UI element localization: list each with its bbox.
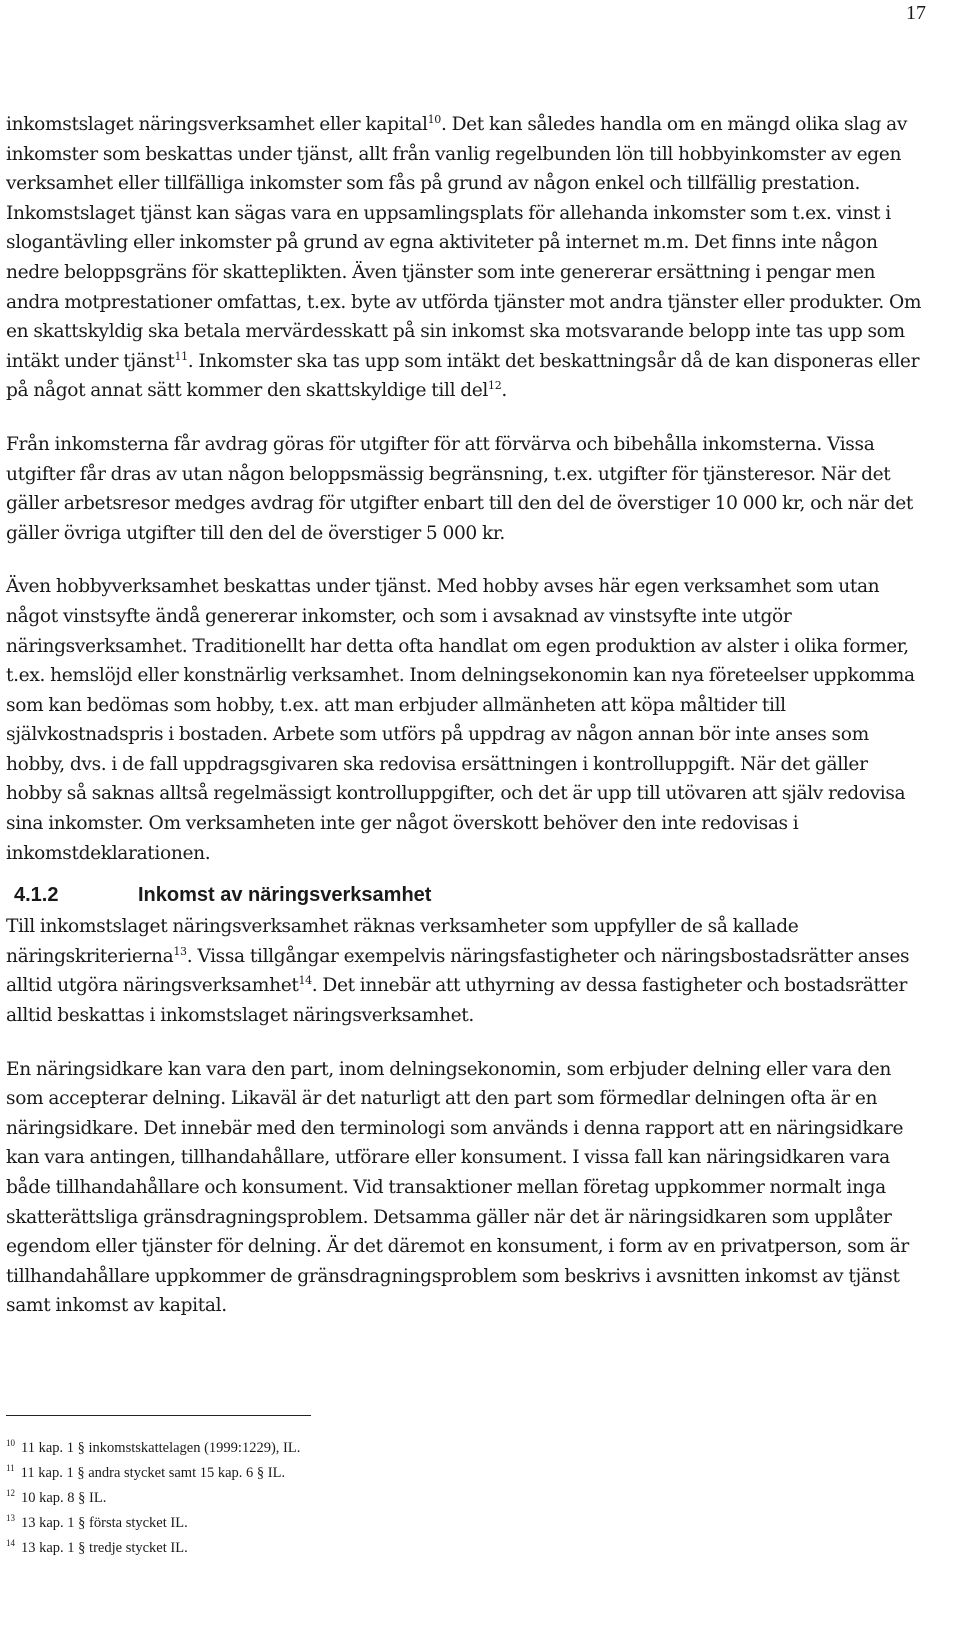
page-number: 17 — [906, 2, 926, 24]
paragraph-business-income — [6, 912, 926, 1030]
footnote-13 — [6, 1511, 926, 1536]
section-heading — [14, 882, 926, 908]
footnote-number: 12 — [6, 1488, 15, 1499]
text-run: . Det innebär att uthyrning av dessa fastigheter och bostadsrätter alltid beskattas i inkomstslaget näringsverksamhet. — [6, 975, 907, 1027]
footnote-separator — [6, 1415, 311, 1416]
footnote-ref-10[interactable]: 10 — [427, 112, 441, 126]
footnote-14 — [6, 1536, 926, 1561]
section-title: Inkomst av näringsverksamhet — [138, 884, 432, 907]
footnote-text: 11 kap. 1 § andra stycket samt 15 kap. 6 § IL. — [20, 1465, 286, 1481]
footnote-11 — [6, 1461, 926, 1486]
footnote-ref-12[interactable]: 12 — [488, 379, 502, 393]
paragraph-hobby: Även hobbyverksamhet beskattas under tjänst. Med hobby avses här egen verksamhet som utan något vinstsyfte ändå genererar inkomster, och som i avsaknad av vinstsyfte inte utgör näringsverksamhet. Traditionellt har detta ofta handlat om egen produktion av alster i olika former, t.ex. hemslöjd eller konstnärlig verksamhet. Inom delningsekonomin kan nya företeelser uppkomma som kan bedömas som hobby, t.ex. att man erbjuder allmänheten att köpa måltider till självkostnadspris i bostaden. Arbete som utförs på uppdrag av någon annan bör inte anses som hobby, dvs. i de fall uppdragsgivaren ska redovisa ersättningen i kontrolluppgift. När det gäller hobby så saknas alltså regelmässigt kontrolluppgifter, och det är upp till utövaren att själv redovisa sina inkomster. Om verksamheten inte ger något överskott behöver den inte redovisas i inkomstdeklarationen. — [6, 576, 915, 864]
footnote-10 — [6, 1436, 926, 1461]
text-run: . Vissa tillgångar exempelvis näringsfastigheter och näringsbostadsrätter anses alltid utgöra näringsverksamhet — [6, 945, 910, 997]
text-run: . Det kan således handla om en mängd olika slag av inkomster som beskattas under tjänst, allt från vanlig regelbunden lön till hobbyinkomster av egen verksamhet eller tillfälliga inkomster som fås på grund av någon enkel och tillfällig prestation. Inkomstslaget tjänst kan sägas vara en uppsamlingsplats för allehanda inkomster som t.ex. vinst i slogantävling eller inkomster på grund av egna aktiviteter på internet m.m. Det finns inte någon nedre beloppsgräns för skatteplikten. Även tjänster som inte genererar ersättning i pengar men andra motprestationer omfattas, t.ex. byte av utförda tjänster mot andra tjänster eller produkter. Om en skattskyldig ska betala mervärdesskatt på sin inkomst ska motsvarande belopp inte tas upp som intäkt under tjänst — [6, 114, 922, 372]
footnotes — [6, 1415, 926, 1561]
paragraph-income-of-employment — [6, 110, 926, 406]
text-run: inkomstslaget näringsverksamhet eller kapital — [6, 114, 428, 135]
section-number: 4.1.2 — [14, 884, 59, 907]
footnote-text: 13 kap. 1 § första stycket IL. — [21, 1515, 188, 1531]
footnote-text: 11 kap. 1 § inkomstskattelagen (1999:1229), IL. — [21, 1440, 301, 1456]
text-run: . Inkomster ska tas upp som intäkt det beskattningsår då de kan disponeras eller på något annat sätt kommer den skattskyldige till del — [6, 350, 920, 402]
text-run: Till inkomstslaget näringsverksamhet räknas verksamheter som uppfyller de så kallade näringskriterierna — [6, 916, 799, 967]
footnote-number: 14 — [6, 1538, 15, 1549]
footnote-text: 13 kap. 1 § tredje stycket IL. — [21, 1540, 188, 1556]
footnote-number: 11 — [6, 1463, 15, 1474]
footnote-ref-13[interactable]: 13 — [173, 944, 187, 958]
document-body — [6, 110, 926, 1321]
footnote-number: 10 — [6, 1438, 15, 1449]
footnote-ref-14[interactable]: 14 — [298, 974, 312, 988]
footnote-text: 10 kap. 8 § IL. — [21, 1490, 107, 1506]
footnote-number: 13 — [6, 1513, 15, 1524]
text-run: . — [501, 380, 507, 402]
footnote-12 — [6, 1486, 926, 1511]
footnote-ref-11[interactable]: 11 — [174, 349, 188, 363]
paragraph-business-operator: En näringsidkare kan vara den part, inom delningsekonomin, som erbjuder delning eller vara den som accepterar delning. Likaväl är det naturligt att den part som förmedlar delningen ofta är en näringsidkare. Det innebär med den terminologi som används i denna rapport att en näringsidkare kan vara antingen, tillhandahållare, utförare eller konsument. I vissa fall kan näringsidkaren vara både tillhandahållare och konsument. Vid transaktioner mellan företag uppkommer normalt inga skatterättsliga gränsdragningsproblem. Detsamma gäller när det är näringsidkaren som upplåter egendom eller tjänster för delning. Är det däremot en konsument, i form av en privatperson, som är tillhandahållare uppkommer de gränsdragningsproblem som beskrivs i avsnitten inkomst av tjänst samt inkomst av kapital. — [6, 1058, 909, 1317]
paragraph-deductions: Från inkomsterna får avdrag göras för utgifter för att förvärva och bibehålla inkomsterna. Vissa utgifter får dras av utan någon beloppsmässig begränsning, t.ex. utgifter för tjänsteresor. När det gäller arbetsresor medges avdrag för utgifter enbart till den del de överstiger 10 000 kr, och när det gäller övriga utgifter till den del de överstiger 5 000 kr. — [6, 433, 914, 544]
